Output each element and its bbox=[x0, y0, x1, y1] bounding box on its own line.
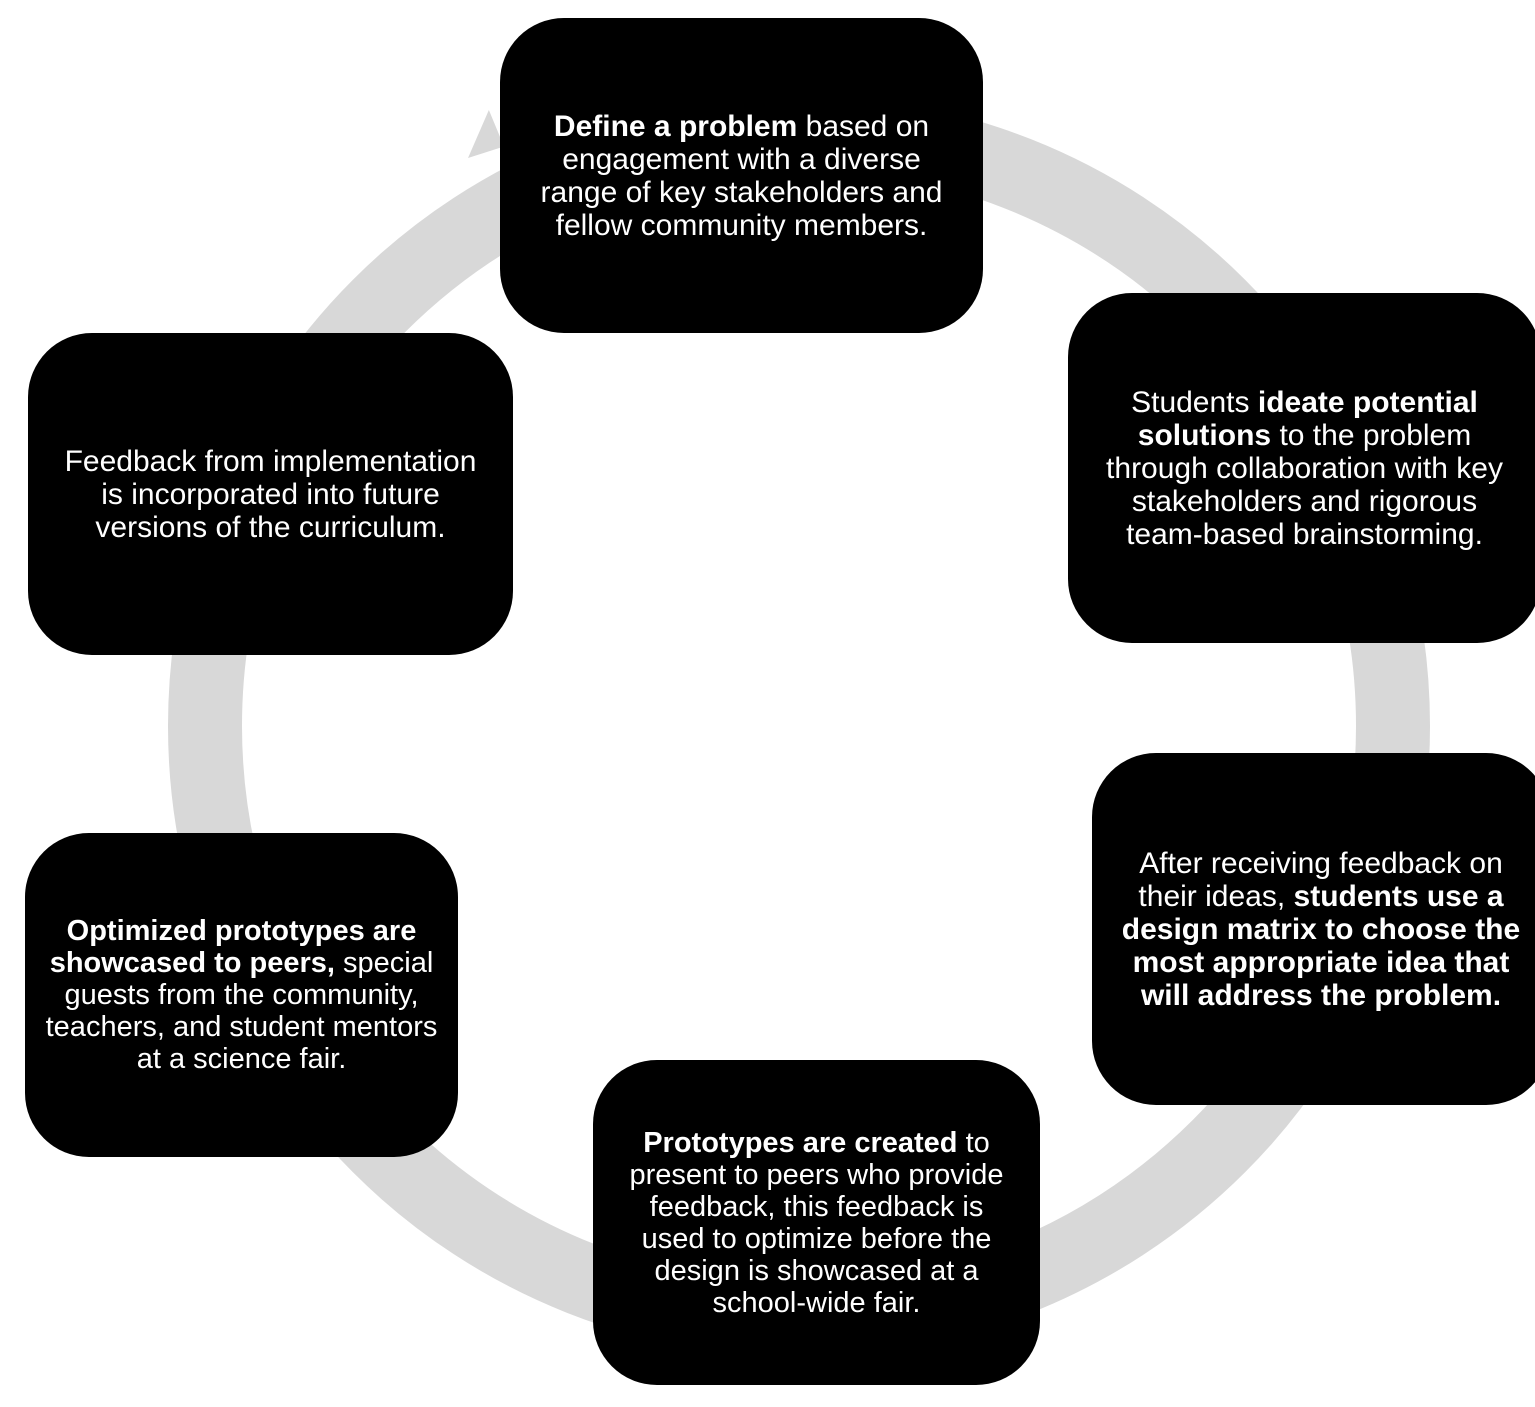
step-box-feedback-curriculum bbox=[28, 333, 513, 655]
step-text: Define a problem based on engagement with a diverse range of key stakeholders and fellow community members. bbox=[540, 109, 943, 242]
step-box-showcase-prototypes bbox=[25, 833, 458, 1157]
step-box-prototypes-created bbox=[593, 1060, 1040, 1385]
step-box-ideate-solutions bbox=[1068, 293, 1535, 643]
step-text: Students ideate potential solutions to the problem through collaboration with key stakeholders and rigorous team-based brainstorming. bbox=[1106, 385, 1503, 551]
step-box-design-matrix bbox=[1092, 753, 1535, 1105]
step-text: Prototypes are created to present to peers who provide feedback, this feedback is used to optimize before the design is showcased at a school-wide fair. bbox=[629, 1126, 1004, 1319]
step-text: Optimized prototypes are showcased to peers, special guests from the community, teachers, and student mentors at a science fair. bbox=[45, 915, 438, 1075]
step-box-define-problem bbox=[500, 18, 983, 333]
step-text: Feedback from implementation is incorporated into future versions of the curriculum. bbox=[64, 444, 477, 544]
step-text: After receiving feedback on their ideas, students use a design matrix to choose the most appropriate idea that will address the problem. bbox=[1121, 846, 1521, 1012]
arrowhead-icon bbox=[468, 110, 504, 158]
